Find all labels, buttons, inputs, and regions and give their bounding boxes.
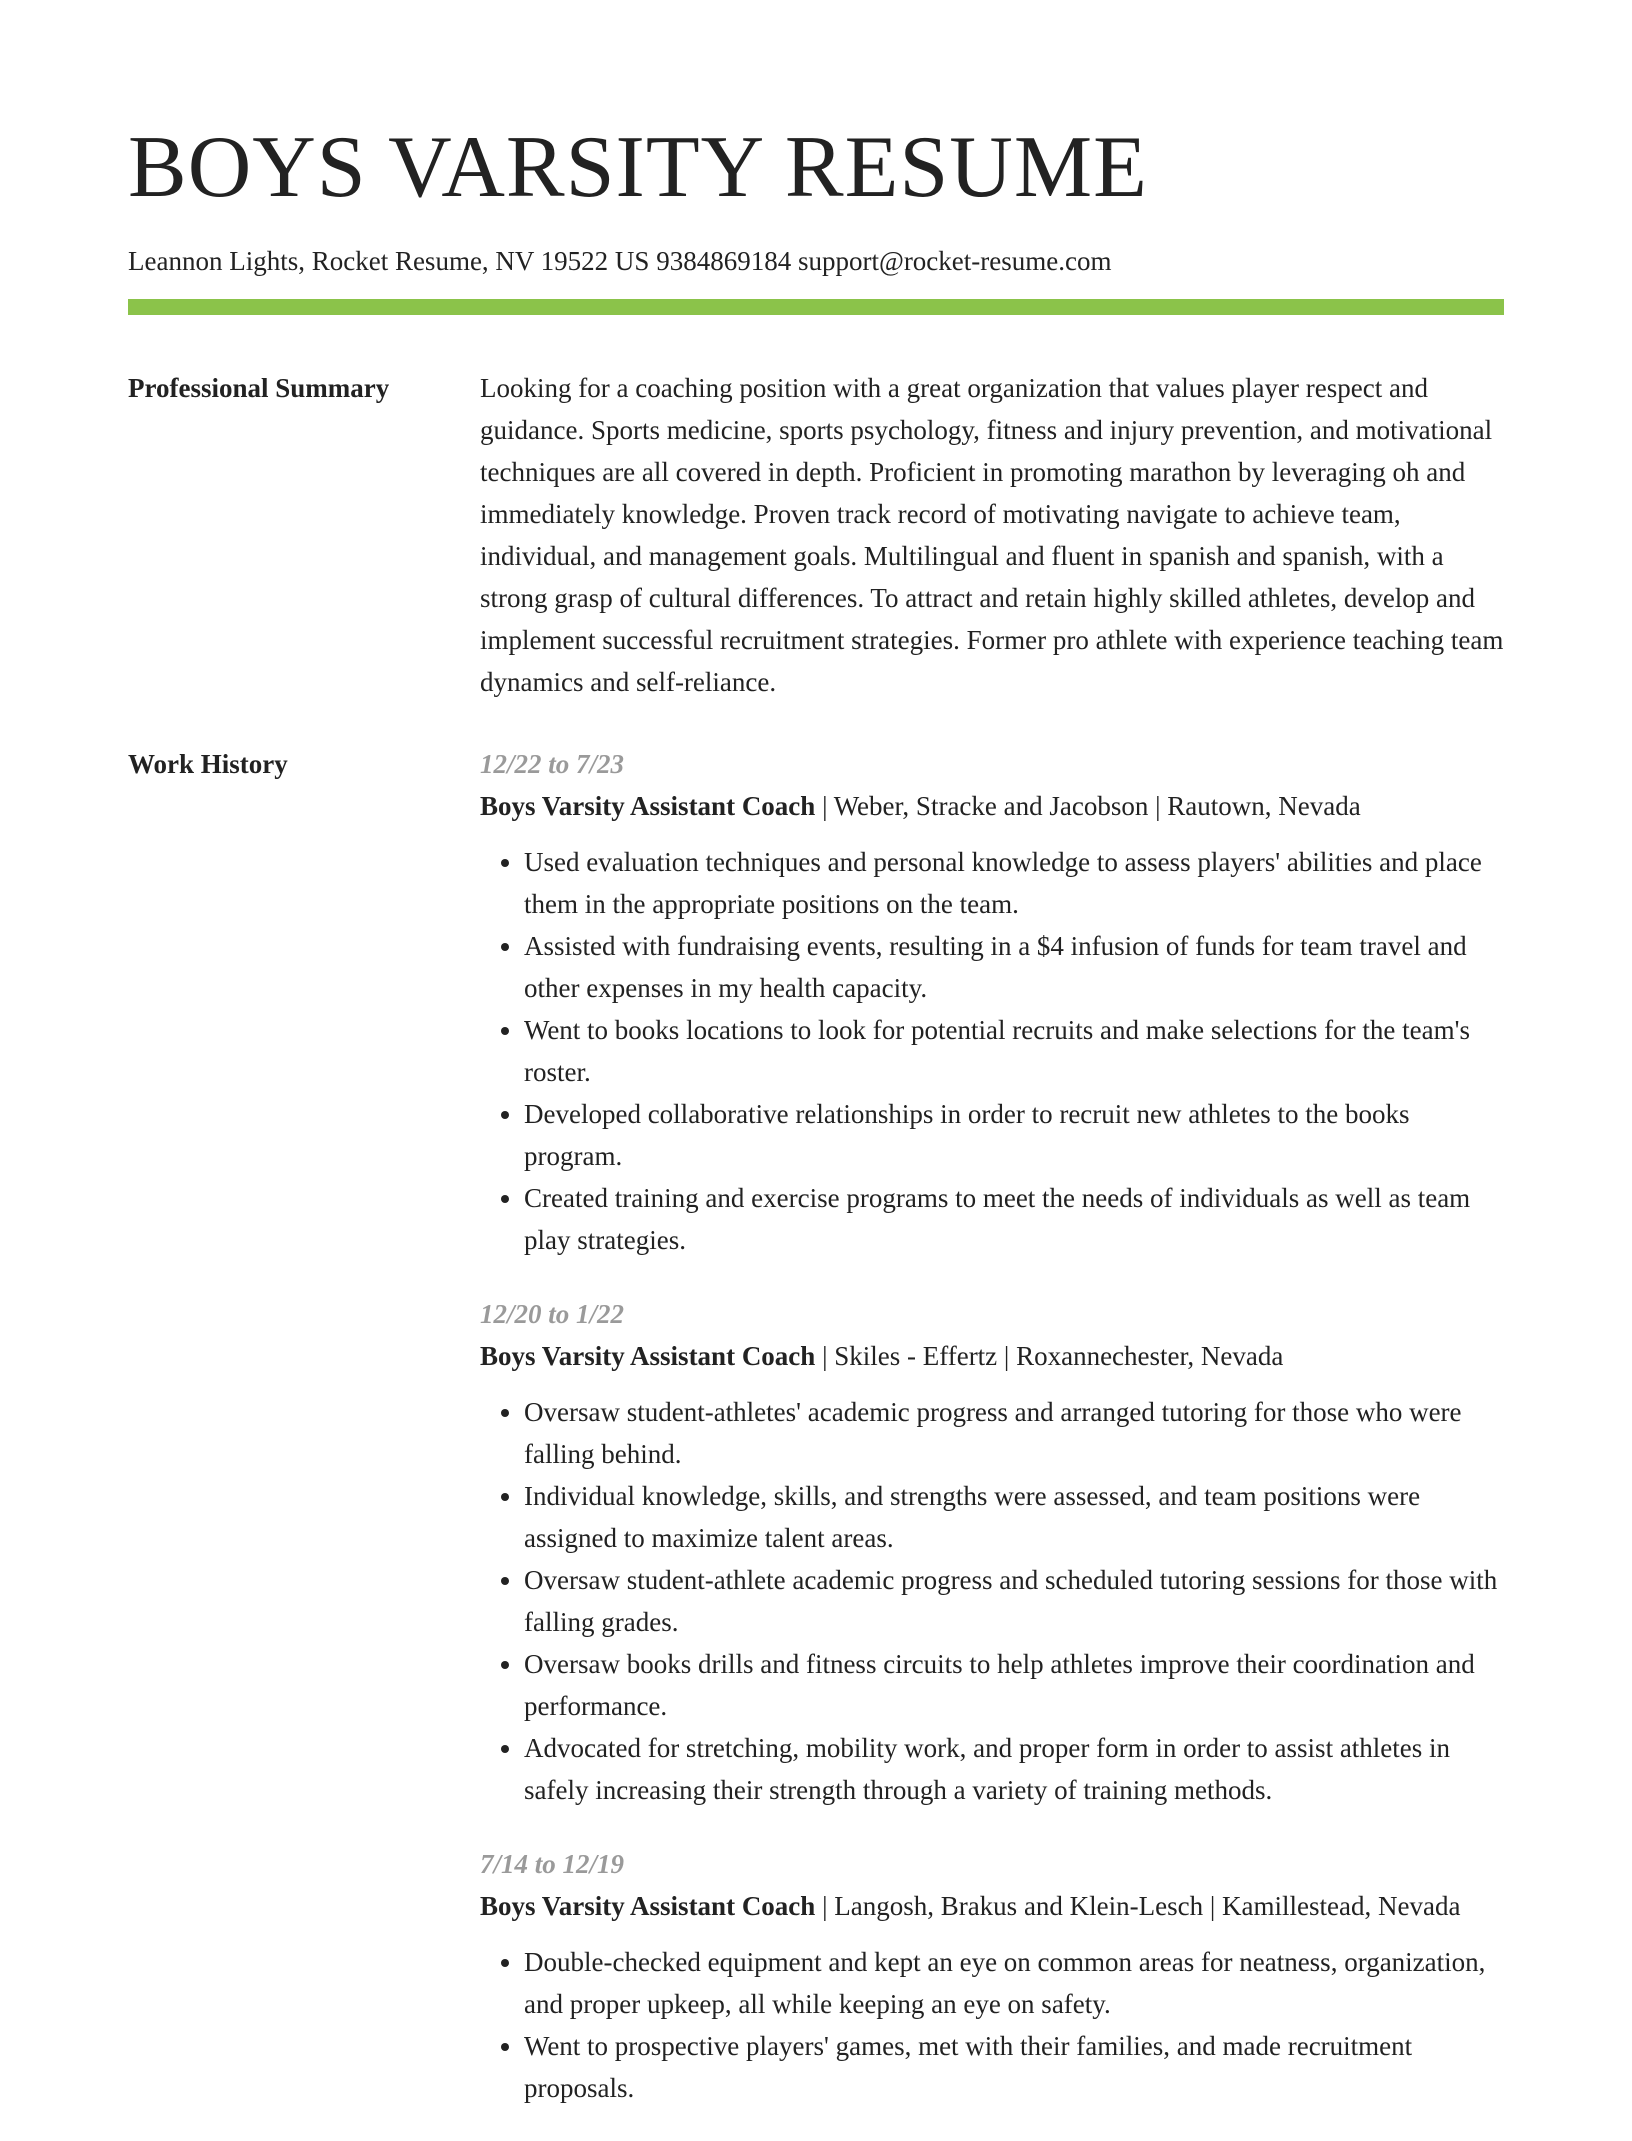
job-duty-item: • Oversaw student-athletes' academic progress and arranged tutoring for those who were falling behind. <box>524 1391 1504 1475</box>
job-entry <box>480 743 1504 1261</box>
job-role: Boys Varsity Assistant Coach <box>480 1341 816 1371</box>
work-history-label: Work History <box>128 749 288 779</box>
work-history-body <box>480 743 1504 2141</box>
job-duties-list <box>480 1391 1504 1811</box>
accent-divider <box>128 299 1504 315</box>
summary-section <box>128 367 1504 703</box>
summary-text: Looking for a coaching position with a great organization that values player respect and guidance. Sports medicine, sports psychology, fitness and injury prevention, and motivational techniques are all covered in depth. Proficient in promoting marathon by leveraging oh and immediately knowledge. Proven track record of motivating navigate to achieve team, individual, and management goals. Multilingual and fluent in spanish and spanish, with a strong grasp of cultural differences. To attract and retain highly skilled athletes, develop and implement successful recruitment strategies. Former pro athlete with experience teaching team dynamics and self-reliance. <box>480 373 1504 697</box>
job-role: Boys Varsity Assistant Coach <box>480 1891 816 1921</box>
job-employer-location: | Langosh, Brakus and Klein-Lesch | Kamillestead, Nevada <box>815 1891 1461 1921</box>
job-title-line <box>480 1885 1504 1927</box>
job-dates: 12/22 to 7/23 <box>480 749 625 779</box>
summary-body <box>480 367 1504 703</box>
contact-line: Leannon Lights, Rocket Resume, NV 19522 US 9384869184 support@rocket-resume.com <box>128 246 1112 276</box>
job-employer-location: | Weber, Stracke and Jacobson | Rautown, Nevada <box>815 791 1361 821</box>
summary-label: Professional Summary <box>128 373 390 403</box>
resume-title: BOYS VARSITY RESUME <box>128 119 1148 216</box>
job-entry <box>480 1843 1504 2109</box>
job-duty-item: • Individual knowledge, skills, and strengths were assessed, and team positions were assigned to maximize talent areas. <box>524 1475 1504 1559</box>
job-duty-item: • Developed collaborative relationships in order to recruit new athletes to the books program. <box>524 1093 1504 1177</box>
job-title-line <box>480 1335 1504 1377</box>
job-duty-item: • Oversaw student-athlete academic progress and scheduled tutoring sessions for those with falling grades. <box>524 1559 1504 1643</box>
job-duty-item: • Went to prospective players' games, met with their families, and made recruitment proposals. <box>524 2025 1504 2109</box>
job-duty-item: • Went to books locations to look for potential recruits and make selections for the team's roster. <box>524 1009 1504 1093</box>
work-history-section <box>128 743 1504 2141</box>
job-dates: 12/20 to 1/22 <box>480 1299 625 1329</box>
job-title-line <box>480 785 1504 827</box>
job-duty-item: • Double-checked equipment and kept an eye on common areas for neatness, organization, and proper upkeep, all while keeping an eye on safety. <box>524 1941 1504 2025</box>
job-duty-item: • Created training and exercise programs to meet the needs of individuals as well as team play strategies. <box>524 1177 1504 1261</box>
job-dates: 7/14 to 12/19 <box>480 1849 625 1879</box>
job-role: Boys Varsity Assistant Coach <box>480 791 816 821</box>
job-duty-item: • Assisted with fundraising events, resulting in a $4 infusion of funds for team travel and other expenses in my health capacity. <box>524 925 1504 1009</box>
job-employer-location: | Skiles - Effertz | Roxannechester, Nevada <box>815 1341 1284 1371</box>
resume-page <box>128 0 1504 2141</box>
job-duty-item: • Oversaw books drills and fitness circuits to help athletes improve their coordination and performance. <box>524 1643 1504 1727</box>
job-entry <box>480 1293 1504 1811</box>
job-duty-item: • Used evaluation techniques and personal knowledge to assess players' abilities and place them in the appropriate positions on the team. <box>524 841 1504 925</box>
job-duties-list <box>480 1941 1504 2109</box>
job-duty-item: • Advocated for stretching, mobility work, and proper form in order to assist athletes in safely increasing their strength through a variety of training methods. <box>524 1727 1504 1811</box>
job-duties-list <box>480 841 1504 1261</box>
